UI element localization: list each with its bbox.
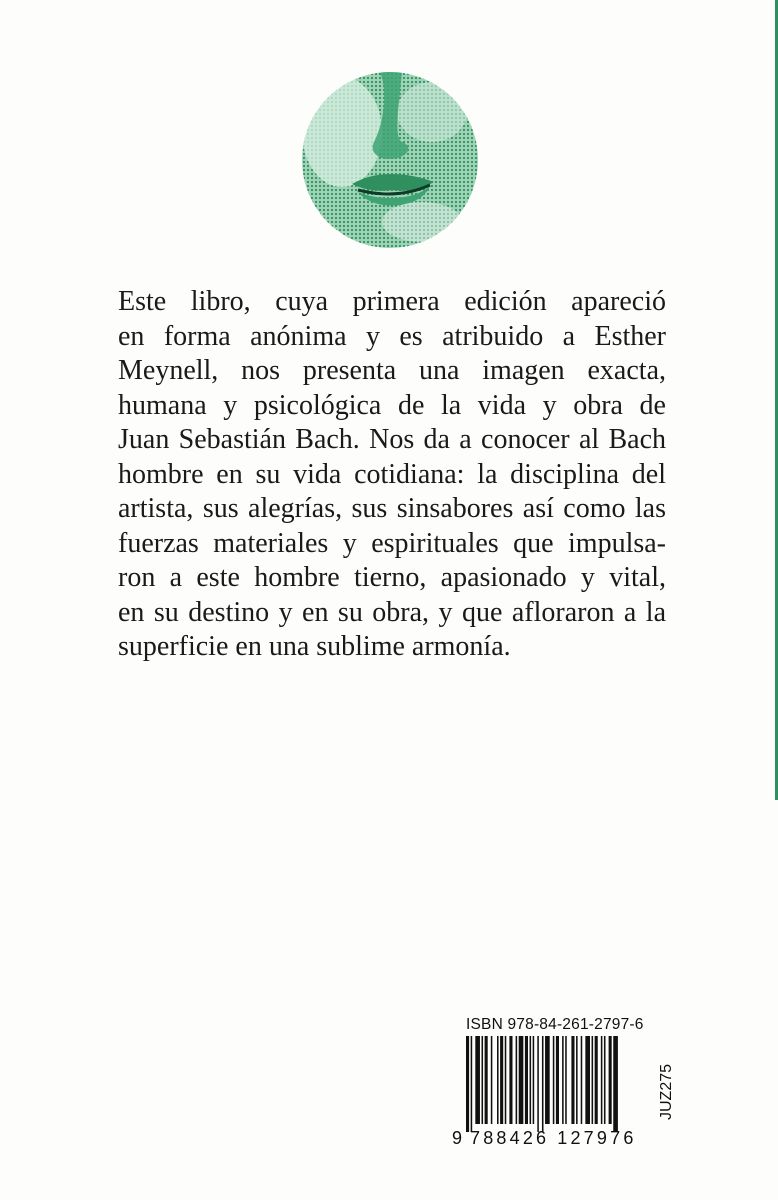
barcode-bar — [571, 1036, 574, 1124]
barcode-bar — [553, 1036, 555, 1124]
barcode-bar — [613, 1036, 618, 1132]
barcode-digits — [452, 1128, 656, 1149]
barcode-bar — [482, 1036, 484, 1124]
blurb-line: humana y psicológica de la vida y obra de — [118, 389, 666, 421]
barcode-bar — [475, 1036, 480, 1124]
barcode-bar — [601, 1036, 603, 1124]
halftone-portrait-image — [302, 72, 478, 248]
blurb-line: Juan Sebastián Bach. Nos da a conocer al Bach — [118, 424, 666, 455]
blurb-line: superficie en una sublime armonía. — [118, 631, 511, 662]
barcode-bar — [576, 1036, 578, 1124]
barcode-bar — [533, 1036, 535, 1124]
blurb-line: en su destino y en su obra, y que afloraron a la — [118, 596, 666, 628]
isbn-label: ISBN 978-84-261-2797-6 — [466, 1016, 644, 1033]
barcode-digits-group1: 788426 — [470, 1128, 550, 1148]
barcode-bar — [542, 1036, 544, 1132]
barcode-bar — [592, 1036, 594, 1124]
barcode-bar — [497, 1036, 499, 1124]
barcode-bar — [509, 1036, 512, 1124]
blurb-line: hombre en su vida cotidiana: la disciplina del — [118, 458, 666, 490]
barcode-bar — [556, 1036, 559, 1124]
barcode-bar — [595, 1036, 598, 1124]
barcode-bar — [519, 1036, 524, 1124]
blurb-line: Este libro, cuya primera edición apareció — [118, 286, 666, 317]
barcode-digit-first: 9 — [452, 1128, 463, 1148]
barcode-bar — [491, 1036, 493, 1124]
barcode-bar — [500, 1036, 503, 1124]
blurb-line: ron a este hombre tierno, apasionado y vital, — [118, 562, 666, 593]
barcode-bar — [485, 1036, 488, 1124]
isbn-barcode-block — [452, 1016, 676, 1156]
blurb-line: artista, sus alegrías, sus sinsabores así como las — [118, 493, 666, 524]
barcode-bar — [471, 1036, 473, 1132]
barcode-bar — [604, 1036, 606, 1124]
blurb-line: en forma anónima y es atribuido a Esther — [118, 320, 666, 352]
blurb-line: fuerzas materiales y espirituales que impulsa- — [118, 527, 666, 559]
barcode-bar — [581, 1036, 583, 1124]
barcode-bar — [530, 1036, 532, 1124]
product-code: JUZ275 — [658, 1063, 675, 1120]
barcode-bar — [466, 1036, 469, 1132]
barcode-bar — [565, 1036, 567, 1124]
barcode-bars — [452, 1036, 656, 1132]
barcode-bar — [537, 1036, 539, 1132]
barcode-bar — [562, 1036, 564, 1124]
barcode-bar — [609, 1036, 612, 1124]
barcode-bar — [525, 1036, 528, 1124]
barcode-bar — [505, 1036, 507, 1124]
back-cover-blurb — [118, 285, 666, 665]
blurb-line: Meynell, nos presenta una imagen exacta, — [118, 355, 666, 386]
barcode-digits-group2: 127976 — [557, 1128, 637, 1148]
barcode-bar — [585, 1036, 590, 1124]
barcode-bar — [516, 1036, 518, 1124]
barcode-bar — [545, 1036, 550, 1124]
